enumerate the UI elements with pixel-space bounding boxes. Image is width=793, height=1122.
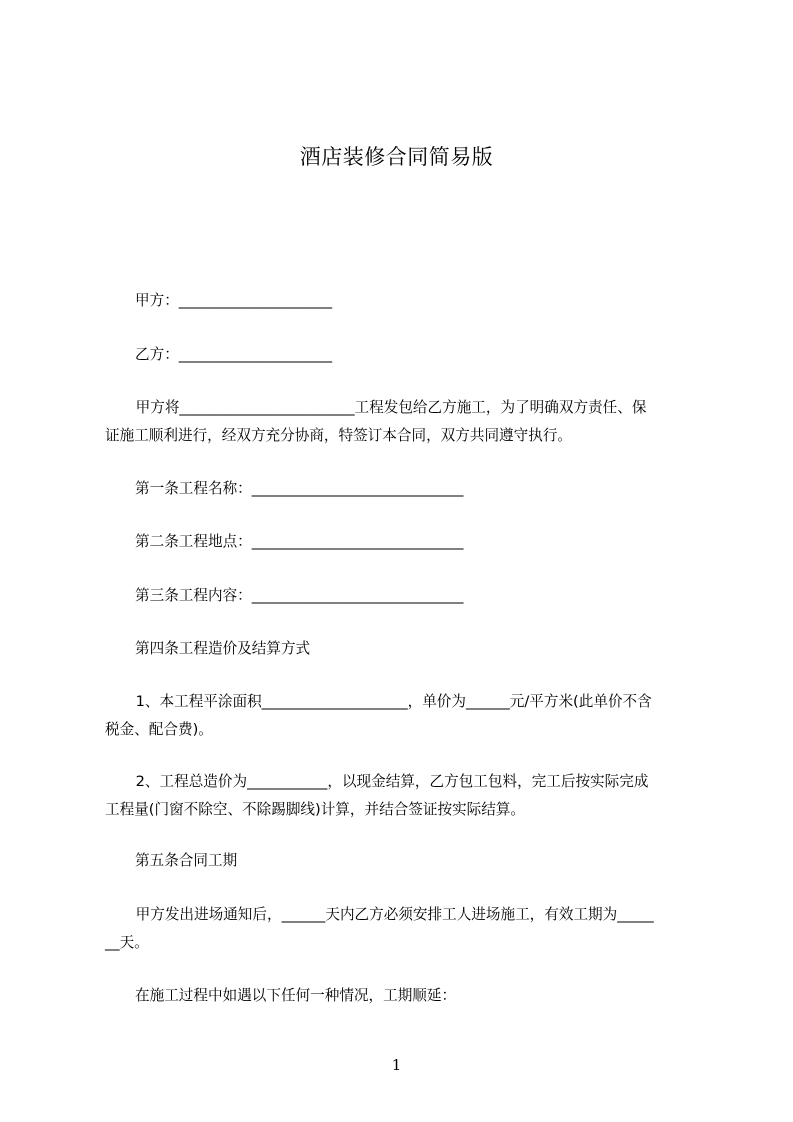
- article-5-paragraph-line-2: __天。: [105, 934, 149, 951]
- article-1-project-name: 第一条工程名称：_____________________________: [135, 480, 464, 497]
- clause-4-1-line-1: 1、本工程平涂面积____________________，单价为______元/平方米(此单价不含: [131, 693, 652, 710]
- article-5-paragraph-line-1: 甲方发出进场通知后，______天内乙方必须安排工人进场施工，有效工期为_____: [131, 906, 654, 923]
- party-b-line: 乙方：_____________________: [135, 346, 333, 363]
- clause-4-2-line-2: 工程量(门窗不除空、不除踢脚线)计算，并结合签证按实际结算。: [105, 801, 526, 818]
- intro-paragraph-line-1: 甲方将________________________工程发包给乙方施工，为了明确双方责任、保: [131, 399, 647, 416]
- party-a-line: 甲方：_____________________: [135, 292, 333, 309]
- article-4-heading: 第四条工程造价及结算方式: [135, 640, 311, 657]
- intro-paragraph-line-2: 证施工顺利进行，经双方充分协商，特签订本合同，双方共同遵守执行。: [105, 427, 573, 444]
- page-number: 1: [391, 1056, 402, 1074]
- article-5-heading: 第五条合同工期: [135, 852, 238, 869]
- document-title: 酒店装修合同简易版: [299, 145, 494, 169]
- article-2-project-location: 第二条工程地点：_____________________________: [135, 533, 464, 550]
- extension-conditions-line: 在施工过程中如遇以下任何一种情况，工期顺延：: [135, 987, 457, 1004]
- clause-4-2-line-1: 2、工程总造价为___________，以现金结算，乙方包工包料，完工后按实际完成: [131, 773, 649, 790]
- article-3-project-content: 第三条工程内容：_____________________________: [135, 587, 464, 604]
- clause-4-1-line-2: 税金、配合费)。: [105, 721, 213, 738]
